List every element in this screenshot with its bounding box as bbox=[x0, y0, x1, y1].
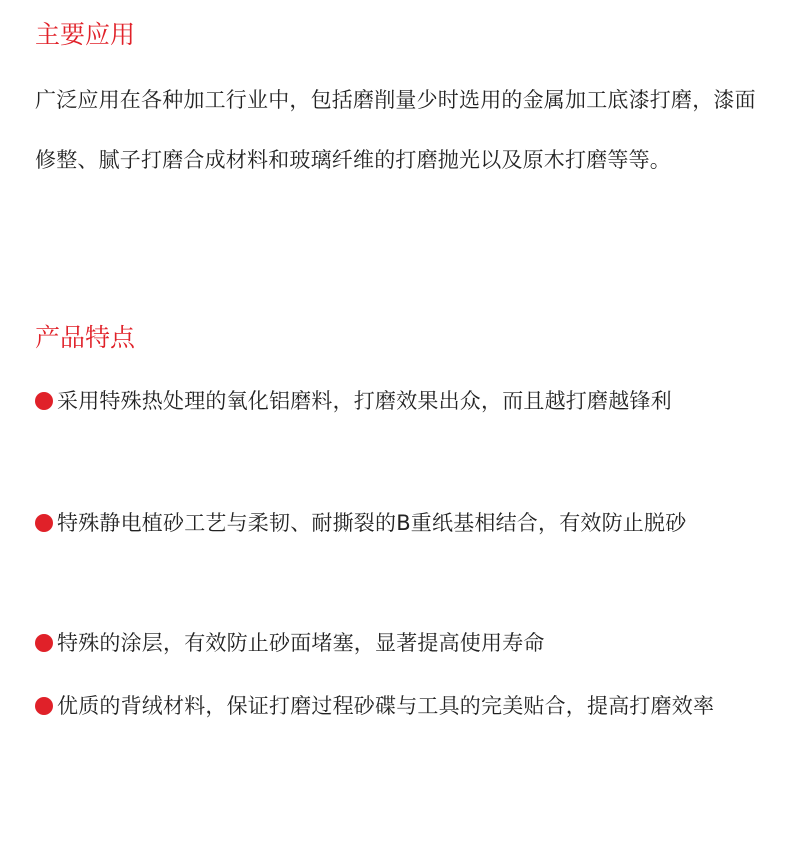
feature-item-2 bbox=[35, 493, 770, 553]
red-bullet-icon bbox=[35, 514, 53, 532]
applications-description: 广泛应用在各种加工行业中，包括磨削量少时选用的金属加工底漆打磨，漆面修整、腻子打磨合成材料和玻璃纤维的打磨抛光以及原木打磨等等。 bbox=[35, 88, 756, 172]
feature-item-4 bbox=[35, 676, 770, 736]
feature-item-2-text: 特殊静电植砂工艺与柔韧、耐撕裂的B重纸基相结合，有效防止脱砂 bbox=[57, 511, 687, 535]
feature-item-3-text: 特殊的涂层，有效防止砂面堵塞，显著提高使用寿命 bbox=[57, 631, 545, 655]
feature-item-3 bbox=[35, 613, 770, 673]
red-bullet-icon bbox=[35, 697, 53, 715]
feature-item-1 bbox=[35, 371, 770, 431]
applications-title: 主要应用 bbox=[35, 20, 136, 49]
red-bullet-icon bbox=[35, 634, 53, 652]
feature-item-4-text: 优质的背绒材料，保证打磨过程砂碟与工具的完美贴合，提高打磨效率 bbox=[57, 694, 715, 718]
features-title: 产品特点 bbox=[35, 323, 136, 352]
feature-item-1-text: 采用特殊热处理的氧化铝磨料，打磨效果出众，而且越打磨越锋利 bbox=[57, 389, 672, 413]
red-bullet-icon bbox=[35, 392, 53, 410]
